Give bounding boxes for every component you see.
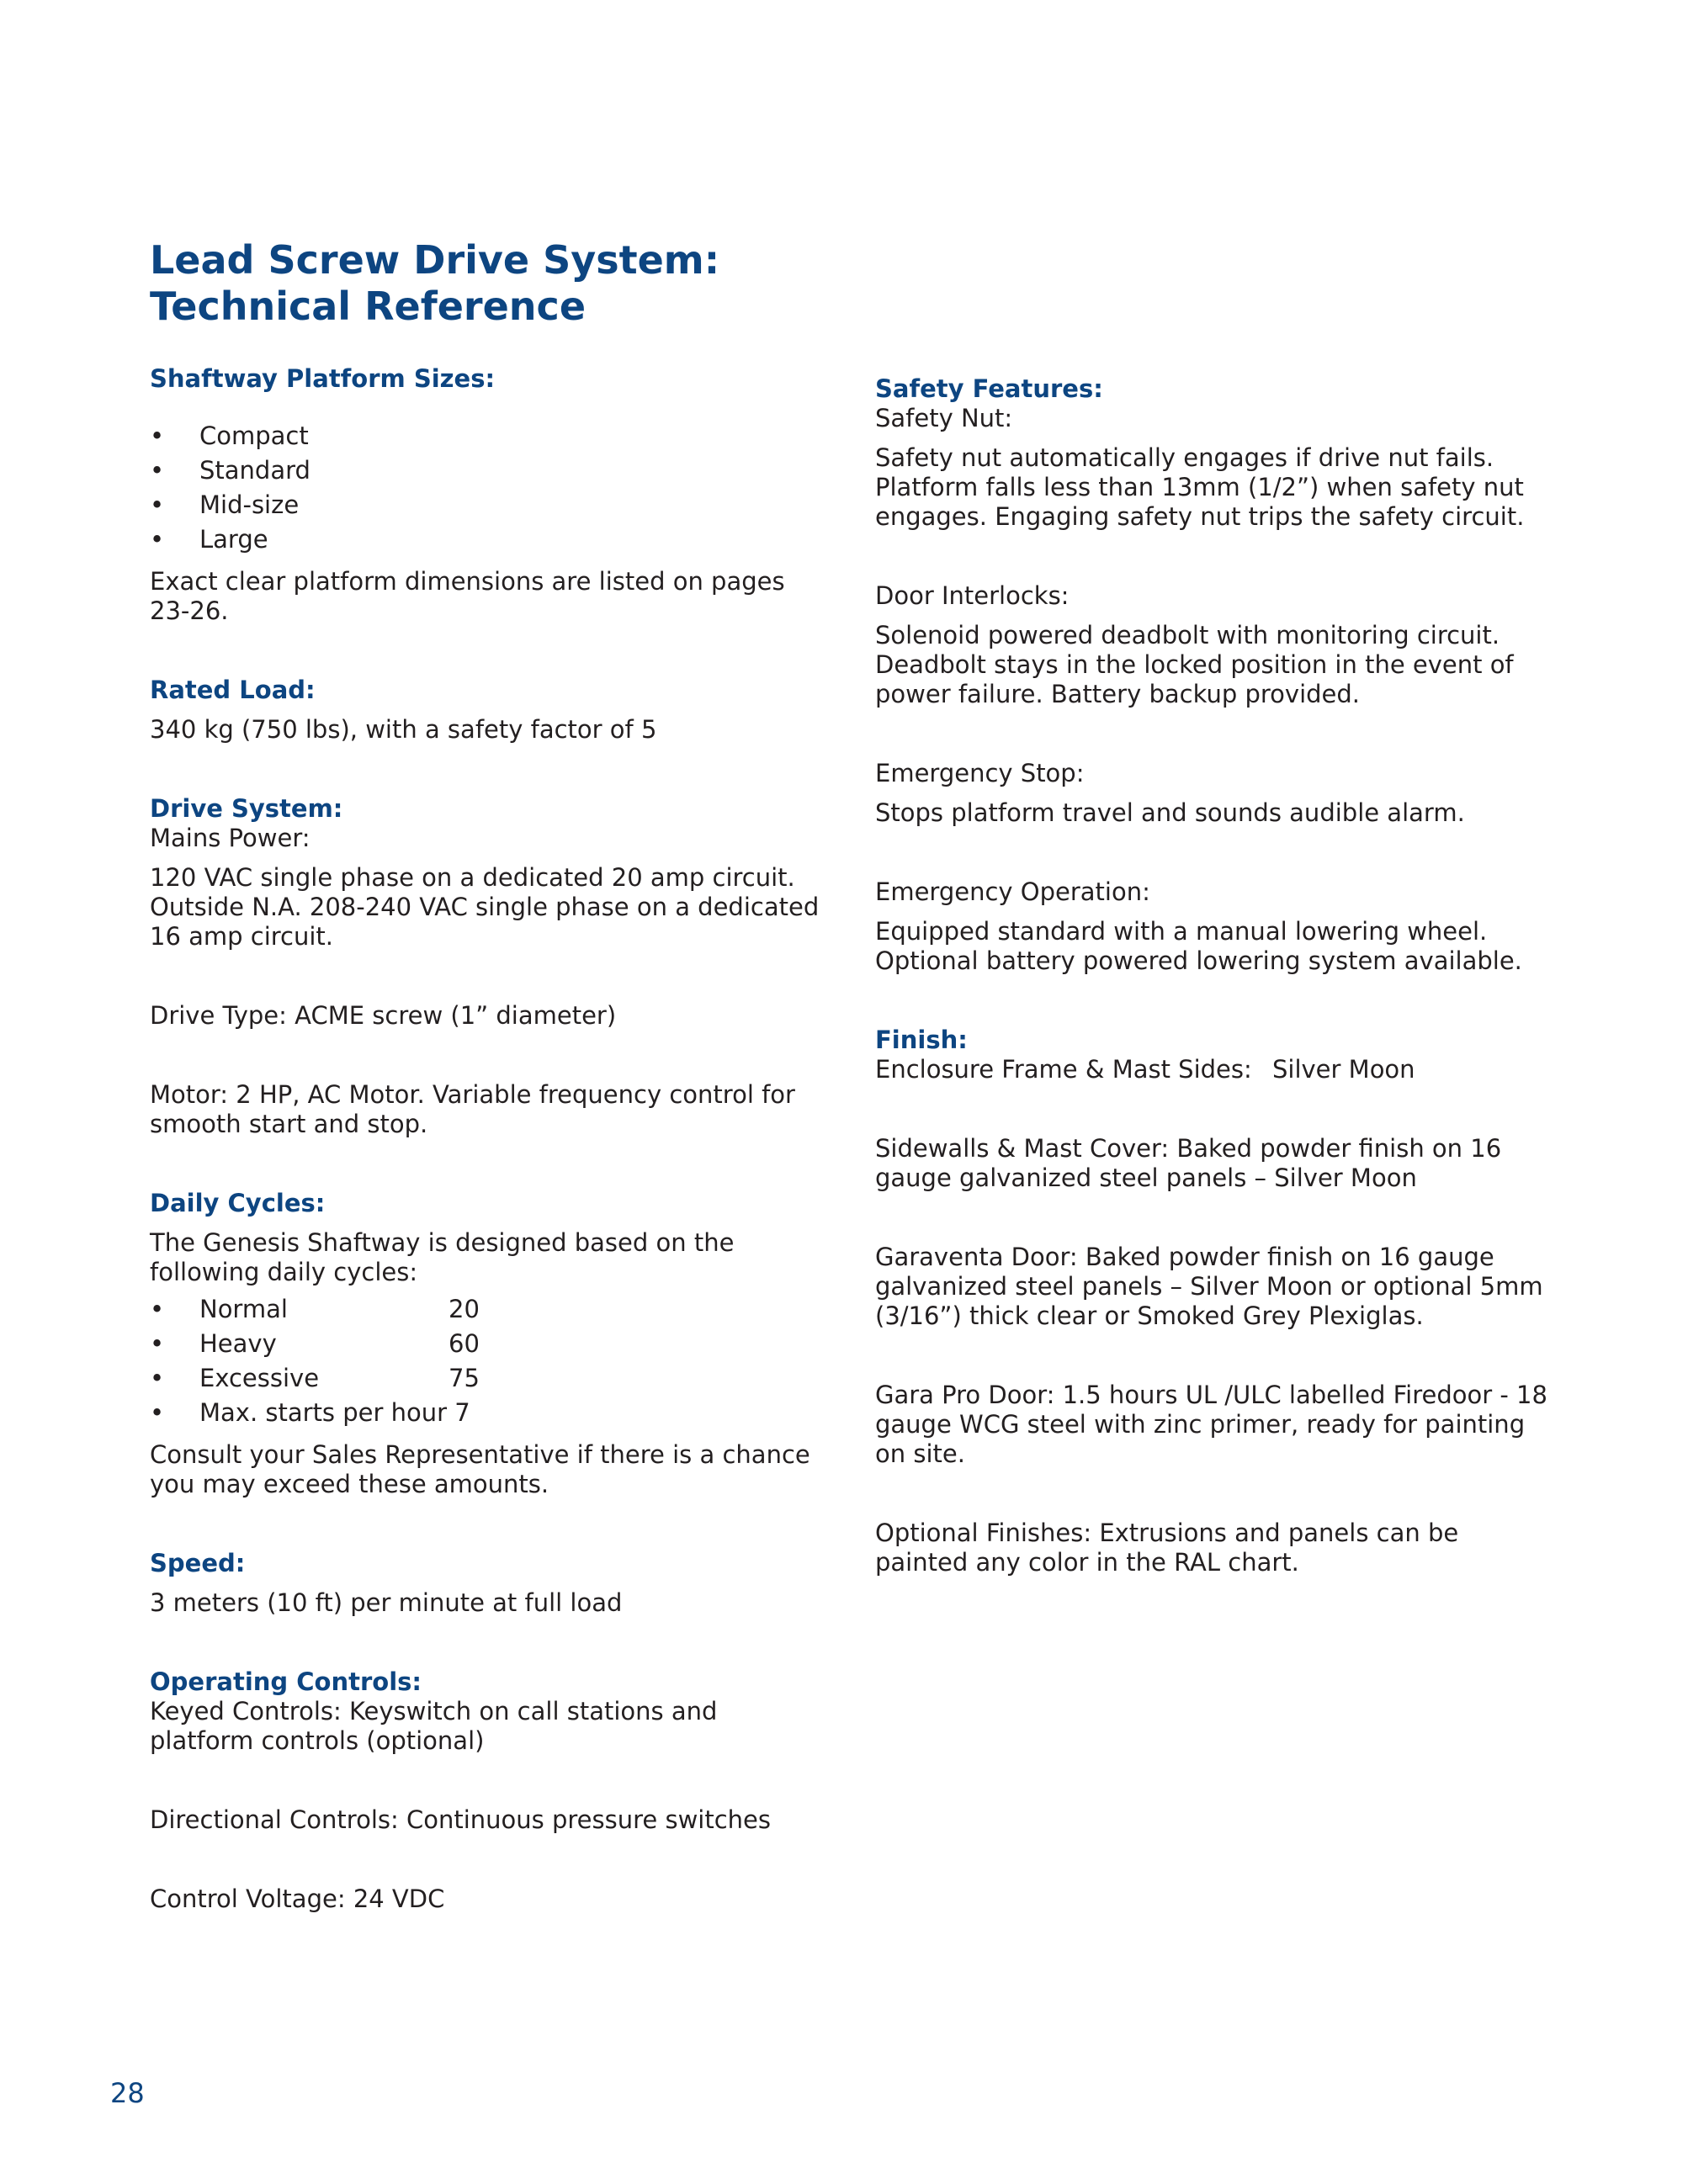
daily-cycles-note: Consult your Sales Representative if there is a chance you may exceed these amounts. [150, 1440, 810, 1498]
mains-power-label: Mains Power: [150, 824, 311, 852]
finish-heading: Finish: [875, 1026, 968, 1054]
enclosure-finish-row [875, 1055, 1548, 1084]
drive-type-text: Drive Type: ACME screw (1” diameter) [150, 1001, 617, 1030]
daily-cycles-intro: The Genesis Shaftway is designed based on the following daily cycles: [150, 1228, 735, 1286]
bullet-icon: • [150, 525, 165, 554]
list-item: • Heavy 60 [150, 1327, 823, 1361]
emergency-stop-label: Emergency Stop: [875, 759, 1085, 787]
bullet-icon: • [150, 1364, 165, 1392]
list-item: • Compact [150, 419, 823, 453]
daily-cycles-list [150, 1292, 823, 1430]
motor-text: Motor: 2 HP, AC Motor. Variable frequency control for smooth start and stop. [150, 1080, 795, 1138]
bullet-icon: • [150, 421, 165, 450]
right-column [875, 374, 1548, 1577]
enclosure-finish-value: Silver Moon [1272, 1055, 1415, 1084]
gara-pro-door-text: Gara Pro Door: 1.5 hours UL /ULC labelled Firedoor - 18 gauge WCG steel with zinc primer, ready for painting on site. [875, 1381, 1547, 1468]
optional-finishes-text: Optional Finishes: Extrusions and panels can be painted any color in the RAL chart. [875, 1519, 1459, 1577]
bullet-icon: • [150, 456, 165, 485]
list-item: • Excessive 75 [150, 1361, 823, 1396]
emergency-operation-label: Emergency Operation: [875, 877, 1150, 906]
list-item: • Mid-size [150, 488, 823, 522]
door-interlocks-label: Door Interlocks: [875, 581, 1070, 610]
safety-features-heading: Safety Features: [875, 374, 1103, 403]
platform-sizes-heading: Shaftway Platform Sizes: [150, 364, 496, 393]
list-item: • Standard [150, 453, 823, 488]
bullet-icon: • [150, 1295, 165, 1323]
rated-load-heading: Rated Load: [150, 676, 316, 704]
safety-nut-label: Safety Nut: [875, 404, 1013, 432]
bullet-icon: • [150, 490, 165, 519]
safety-nut-text: Safety nut automatically engages if drive nut fails. Platform falls less than 13mm (1/2”) when safety nut engages. Engaging safety nut trips the safety circuit. [875, 443, 1525, 531]
bullet-icon: • [150, 1329, 165, 1358]
emergency-stop-text: Stops platform travel and sounds audible alarm. [875, 798, 1465, 827]
rated-load-text: 340 kg (750 lbs), with a safety factor of 5 [150, 715, 657, 744]
drive-system-heading: Drive System: [150, 794, 343, 823]
sidewalls-finish-text: Sidewalls & Mast Cover: Baked powder finish on 16 gauge galvanized steel panels – Silver Moon [875, 1134, 1502, 1192]
control-voltage-text: Control Voltage: 24 VDC [150, 1884, 445, 1913]
list-item: • Max. starts per hour 7 [150, 1396, 823, 1430]
platform-dimensions-note: Exact clear platform dimensions are listed on pages 23-26. [150, 567, 785, 625]
daily-cycles-heading: Daily Cycles: [150, 1189, 326, 1217]
list-item: • Normal 20 [150, 1292, 823, 1327]
door-interlocks-text: Solenoid powered deadbolt with monitoring circuit. Deadbolt stays in the locked position in the event of power failure. Battery backup provided. [875, 621, 1514, 708]
speed-heading: Speed: [150, 1549, 246, 1577]
bullet-icon: • [150, 1398, 165, 1427]
speed-text: 3 meters (10 ft) per minute at full load [150, 1588, 623, 1617]
list-item: • Large [150, 522, 823, 557]
left-column [150, 364, 823, 1914]
directional-controls-text: Directional Controls: Continuous pressure switches [150, 1805, 771, 1834]
page-title: Lead Screw Drive System: Technical Reference [150, 237, 720, 329]
enclosure-finish-label: Enclosure Frame & Mast Sides: [875, 1055, 1252, 1084]
platform-sizes-list [150, 419, 823, 557]
operating-controls-heading: Operating Controls: [150, 1667, 422, 1696]
mains-power-text: 120 VAC single phase on a dedicated 20 amp circuit. Outside N.A. 208-240 VAC single phase on a dedicated 16 amp circuit. [150, 863, 820, 951]
page-number: 28 [110, 2077, 145, 2109]
garaventa-door-text: Garaventa Door: Baked powder finish on 16 gauge galvanized steel panels – Silver Moon or optional 5mm (3/16”) thick clear or Smoked Grey Plexiglas. [875, 1243, 1543, 1330]
emergency-operation-text: Equipped standard with a manual lowering wheel. Optional battery powered lowering system available. [875, 917, 1522, 975]
keyed-controls-text: Keyed Controls: Keyswitch on call stations and platform controls (optional) [150, 1697, 718, 1755]
